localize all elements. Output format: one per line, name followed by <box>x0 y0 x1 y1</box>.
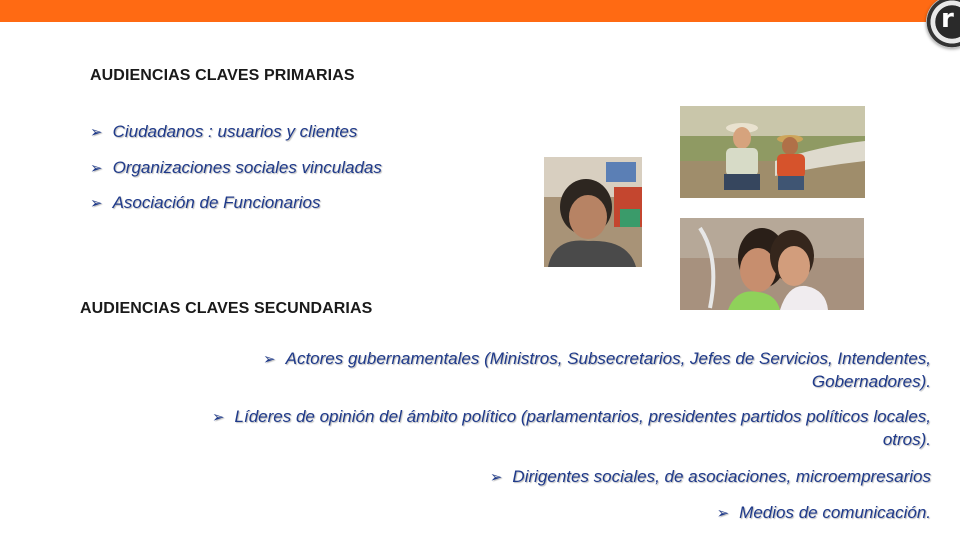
list-item-text: Asociación de Funcionarios <box>112 193 321 212</box>
list-item-text: Gobernadores). <box>811 372 931 391</box>
brand-logo-icon: r <box>926 0 960 48</box>
list-item <box>90 192 382 215</box>
list-item-text: Dirigentes sociales, de asociaciones, microempresarios <box>512 467 931 486</box>
arrow-bullet-icon: ➢ <box>90 124 103 141</box>
arrow-bullet-icon: ➢ <box>263 351 276 368</box>
arrow-bullet-icon: ➢ <box>90 195 103 212</box>
arrow-bullet-icon: ➢ <box>90 159 103 177</box>
two-men-hammock-photo <box>680 106 865 198</box>
list-item-text: Organizaciones sociales vinculadas <box>112 157 382 177</box>
arrow-bullet-icon: ➢ <box>489 469 503 486</box>
primary-audiences-heading: AUDIENCIAS CLAVES PRIMARIAS <box>90 67 355 84</box>
top-accent-bar <box>0 0 960 22</box>
list-item-text: otros). <box>882 430 931 449</box>
list-item-text: Líderes de opinión del ámbito político (parlamentarios, presidentes partidos políticos locales, <box>234 407 931 426</box>
two-girls-photo <box>680 218 864 310</box>
list-item-text: Medios de comunicación. <box>739 503 931 522</box>
list-item <box>81 406 931 451</box>
primary-audiences-list <box>90 121 382 228</box>
secondary-audiences-heading: AUDIENCIAS CLAVES SECUNDARIAS <box>80 300 373 317</box>
list-item <box>90 121 382 144</box>
list-item-text: Actores gubernamentales (Ministros, Subsecretarios, Jefes de Servicios, Intendentes, <box>285 349 931 368</box>
arrow-bullet-icon: ➢ <box>716 505 730 522</box>
list-item <box>90 157 382 180</box>
list-item <box>531 502 931 525</box>
list-item <box>331 466 931 489</box>
list-item-text: Ciudadanos : usuarios y clientes <box>112 122 358 141</box>
list-item <box>171 348 931 393</box>
arrow-bullet-icon: ➢ <box>211 409 225 426</box>
elderly-woman-photo <box>544 157 642 267</box>
